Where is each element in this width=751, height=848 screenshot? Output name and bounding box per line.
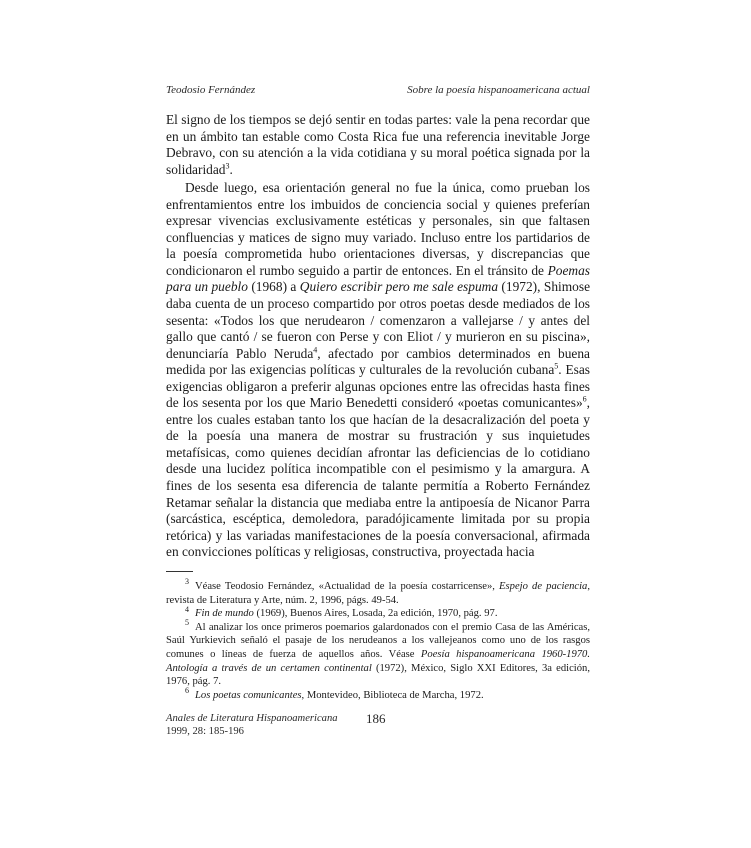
footnote-ref[interactable]: 6	[582, 394, 587, 404]
text-run: , afectado por cambios determinados en buena medida por las exigencias políticas y culturales de la revolución cubana	[166, 345, 590, 378]
text-run: .	[229, 161, 233, 177]
footnote-text: , Montevideo, Biblioteca de Marcha, 1972.	[301, 689, 484, 701]
footnote-title: Fin de mundo	[195, 608, 254, 620]
footnote-text: Al analizar los once primeros poemarios galardonados con el premio Casa de las Américas, Saúl Yurkievich señaló el pasaje de los nerudeanos a los vallejeanos como uno de los rasgos comunes o líneas de fuerza de aquellos años. Véase	[166, 621, 590, 660]
text-run: . Esas exigencias obligaron a preferir algunas opciones entre las ofrecidas hasta fines de los sesenta por los que Mario Benedetti consideró «poetas comunicantes»	[166, 362, 590, 411]
journal-issue: 1999, 28: 185-196	[166, 726, 244, 737]
page-number: 186	[366, 711, 386, 726]
footnotes	[166, 577, 591, 702]
text-run: , entre los cuales estaban tanto los que hacían de la desacralización del poeta y de la poesía una manera de mostrar su frustración y sus inquietudes metafísicas, como quienes decidían afrontar las deficiencias de lo cotidiano desde una lucidez política incompatible con el pesimismo y la amargura. A fines de los sesenta esa diferencia de talante permitía a Roberto Fernández Retamar señalar la distancia que mediaba entre la antipoesía de Nicanor Parra (sarcástica, escéptica, demoledora, paradójicamente limitada por su propia retórica) y las variadas manifestaciones de la poesía conversacional, afirmada en convicciones políticas y religiosas, constructiva, proyectada hacia	[166, 395, 590, 560]
footnote-title: Espejo de paciencia	[499, 581, 588, 592]
book-title: Quiero escribir pero me sale espuma	[299, 279, 499, 295]
footnote-5	[166, 618, 590, 689]
footnote-number: 5	[185, 618, 189, 628]
footnote-title: Los poetas comunicantes	[195, 689, 302, 701]
text-run: (1968) a	[247, 279, 300, 295]
book-title: Poemas para un pueblo	[166, 262, 590, 295]
footnote-text: (1969), Buenos Aires, Losada, 2a edición, 1970, pág. 97.	[253, 608, 498, 620]
footnote-number: 6	[185, 686, 189, 696]
paragraph	[166, 180, 590, 561]
journal-name: Anales de Literatura Hispanoamericana	[166, 713, 338, 724]
text-run: El signo de los tiempos se dejó sentir en todas partes: vale la pena recordar que en un ámbito tan estable como Costa Rica fue una referencia inevitable Jorge Debravo, con su atención a la vida cotidiana y su moral poética signada por la solidaridad	[166, 112, 590, 177]
footnote-number: 4	[185, 604, 189, 614]
footnote-4	[166, 604, 590, 621]
footnote-ref[interactable]: 5	[554, 361, 559, 371]
header-author: Teodosio Fernández	[166, 84, 256, 96]
text-run: Desde luego, esa orientación general no fue la única, como prueban los enfrentamientos entre los imbuidos de conciencia social y quienes preferían expresar vivencias exclusivamente estéticas y personales, sin que faltasen confluencias y matices de signo muy variado. Incluso entre los partidarios de la poesía comprometida hubo orientaciones diversas, y discrepancias que condicionaron el rumbo seguido a partir de entonces. En el tránsito de	[166, 180, 590, 278]
footnote-divider	[166, 571, 193, 572]
footnote-ref[interactable]: 3	[225, 161, 230, 171]
body-text	[166, 112, 590, 561]
text-run: (1972), Shimose daba cuenta de un proceso compartido por otros poetas desde mediados de los sesenta: «Todos los que nerudearon / comenzaron a vallejarse / y antes del gallo que cantó / se fueron con Perse y con Eliot / y murieron en su piscina», denunciaría Pablo Neruda	[166, 279, 591, 361]
footnote-text: Véase Teodosio Fernández, «Actualidad de la poesía costarricense»,	[195, 581, 500, 592]
footnote-number: 3	[185, 577, 189, 587]
header-title: Sobre la poesía hispanoamericana actual	[407, 84, 590, 96]
footnote-6	[166, 686, 590, 703]
footnote-ref[interactable]: 4	[313, 345, 318, 355]
paragraph	[166, 112, 590, 178]
footnote-3	[166, 577, 591, 607]
footnote-text: , revista de Literatura y Arte, núm. 2, 1996, págs. 49-54.	[166, 581, 591, 606]
footnote-text: (1972), México, Siglo XXI Editores, 3a edición, 1976, pág. 7.	[166, 662, 590, 688]
page-footer	[166, 712, 590, 738]
footnote-title: Poesía hispanoamericana 1960-1970. Antología a través de un certamen continental	[166, 648, 590, 674]
